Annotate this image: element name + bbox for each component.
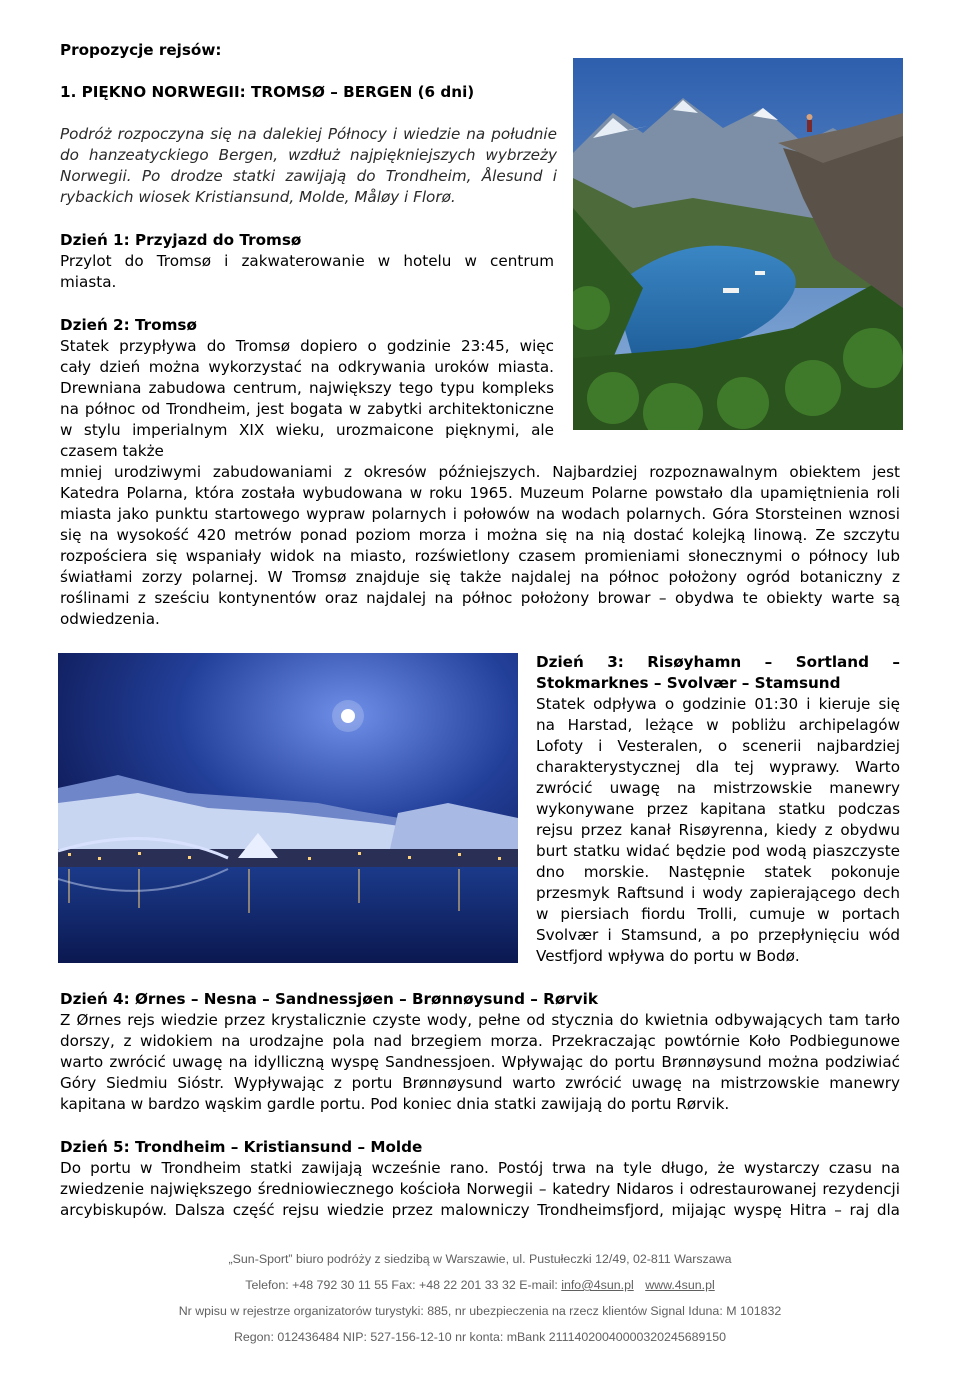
day4-title: Dzień 4: Ørnes – Nesna – Sandnessjøen – Brønnøysund – Rørvik: [60, 990, 598, 1008]
day1-title: Dzień 1: Przyjazd do Tromsø: [60, 231, 302, 249]
day2-text-bottom: mniej urodziwymi zabudowaniami z okresów późniejszych. Najbardziej rozpoznawalnym obiektem jest Katedra Polarna, która została wybudowana w roku 1965. Muzeum Polarne powstało dla upamiętnienia roli miasta jako punktu startowego wypraw polarnych i połowów na wodach polarnych. Góra Storsteinen wznosi się na wysokość 420 metrów ponad poziom morza i można się na nią dostać kolejką linową. Ze szczytu rozpościera się wspaniały widok na miasto, rozświetlony czasem promieniami słonecznymi o północy lub światłami zorzy polarnej. W Tromsø znajduje się także najdalej na północ położony ogród botaniczny z roślinami z sześciu kontynentów oraz najdalej na północ położony browar – obydwa te obiekty warte są odwiedzenia.: [60, 463, 900, 628]
email-link[interactable]: info@4sun.pl: [561, 1278, 634, 1292]
day2-title: Dzień 2: Tromsø: [60, 316, 197, 334]
cruise-ship-small: [755, 271, 765, 275]
day3-title: Dzień 3: Risøyhamn – Sortland – Stokmarknes – Svolvær – Stamsund: [536, 653, 900, 692]
fjord-photo: [573, 58, 903, 430]
website-link[interactable]: www.4sun.pl: [645, 1278, 715, 1292]
day1-text: Przylot do Tromsø i zakwaterowanie w hotelu w centrum miasta.: [60, 252, 554, 291]
day2-text-top: Statek przypływa do Tromsø dopiero o godzinie 23:45, więc cały dzień można wykorzystać na odkrywania uroków miasta. Drewniana zabudowa centrum, największy tego typu kompleks na północ od Trondheim, jest bogata w zabytki architektoniczne w stylu imperialnym XIX wieku, urozmaicone pięknymi, ale czasem także: [60, 337, 554, 460]
footer-registry: Nr wpisu w rejestrze organizatorów turystyki: 885, nr ubezpieczenia na rzecz klientów Signal Iduna: M 101832: [178, 1304, 782, 1318]
page-heading: Propozycje rejsów:: [60, 41, 222, 59]
day5-title: Dzień 5: Trondheim – Kristiansund – Molde: [60, 1138, 423, 1156]
cruise-ship: [723, 288, 739, 293]
hiker: [807, 120, 812, 132]
day4-text: Z Ørnes rejs wiedzie przez krystalicznie czyste wody, pełne od stycznia do kwietnia odbywających tam tarło dorszy, z widokiem na urodzajne pola nad brzegiem morza. Przekraczając powtórnie Koło Podbiegunowe warto zwrócić uwagę na idylliczną wyspę Sandnessjoen. Wpływając do portu Brønnøysund można podziwiać Góry Siedmiu Sióstr. Wypływając z portu Brønnøysund warto zwrócić uwagę na mistrzowskie manewry kapitana w bardzo wąskim gardle portu. Pod koniec dnia statki zawijają do portu Rørvik.: [60, 1011, 900, 1113]
footer-address: „Sun-Sport” biuro podróży z siedzibą w Warszawie, ul. Pustułeczki 12/49, 02-811 Warszawa: [228, 1252, 732, 1266]
footer-contact: Telefon: +48 792 30 11 55 Fax: +48 22 201 33 32 E-mail: info@4sun.pl www.4sun.pl: [245, 1278, 715, 1292]
offer-title: 1. PIĘKNO NORWEGII: TROMSØ – BERGEN (6 dni): [60, 83, 475, 101]
intro-paragraph: Podróż rozpoczyna się na dalekiej Północy i wiedzie na południe do hanzeatyckiego Bergen, wzdłuż najpiękniejszych wybrzeży Norwegii. Po drodze statki zawijają do Trondheim, Ålesund i rybackich wiosek Kristiansund, Molde, Måløy i Florø.: [60, 125, 557, 206]
footer-bank: Regon: 012436484 NIP: 527-156-12-10 nr konta: mBank 21114020040000320245689150: [233, 1330, 727, 1344]
day5-text: Do portu w Trondheim statki zawijają wcześnie rano. Postój trwa na tyle długo, że wystarczy czasu na zwiedzenie największego średniowiecznego kościoła Norwegii – katedry Nidaros i odrestaurowanej rezydencji arcybiskupów. Dalsza część rejsu wiedzie przez malowniczy Trondheimsfjord, mijając wyspę Hitra – raj dla: [60, 1159, 900, 1219]
day3-text: Statek odpływa o godzinie 01:30 i kieruje się na Harstad, leżące w pobliżu archipelagów Lofoty i Vesteralen, o scenerii najbardziej charakterystycznej dla tej wyprawy. Warto zwrócić uwagę na mistrzowskie manewry wykonywane przez kapitana statku podczas rejsu przez kanał Risøyrenna, kiedy z obydwu burt statku widać będzie pod wodą piaszczyste dno morskie. Następnie statek pokonuje przesmyk Raftsund i wody zapierającego dech w piersiach fiordu Trolli, cumuje w portach Svolvær i Stamsund, a po przepłynięciu wód Vestfjord wpływa do portu w Bodø.: [536, 695, 900, 965]
tromso-night-photo: [58, 653, 518, 963]
